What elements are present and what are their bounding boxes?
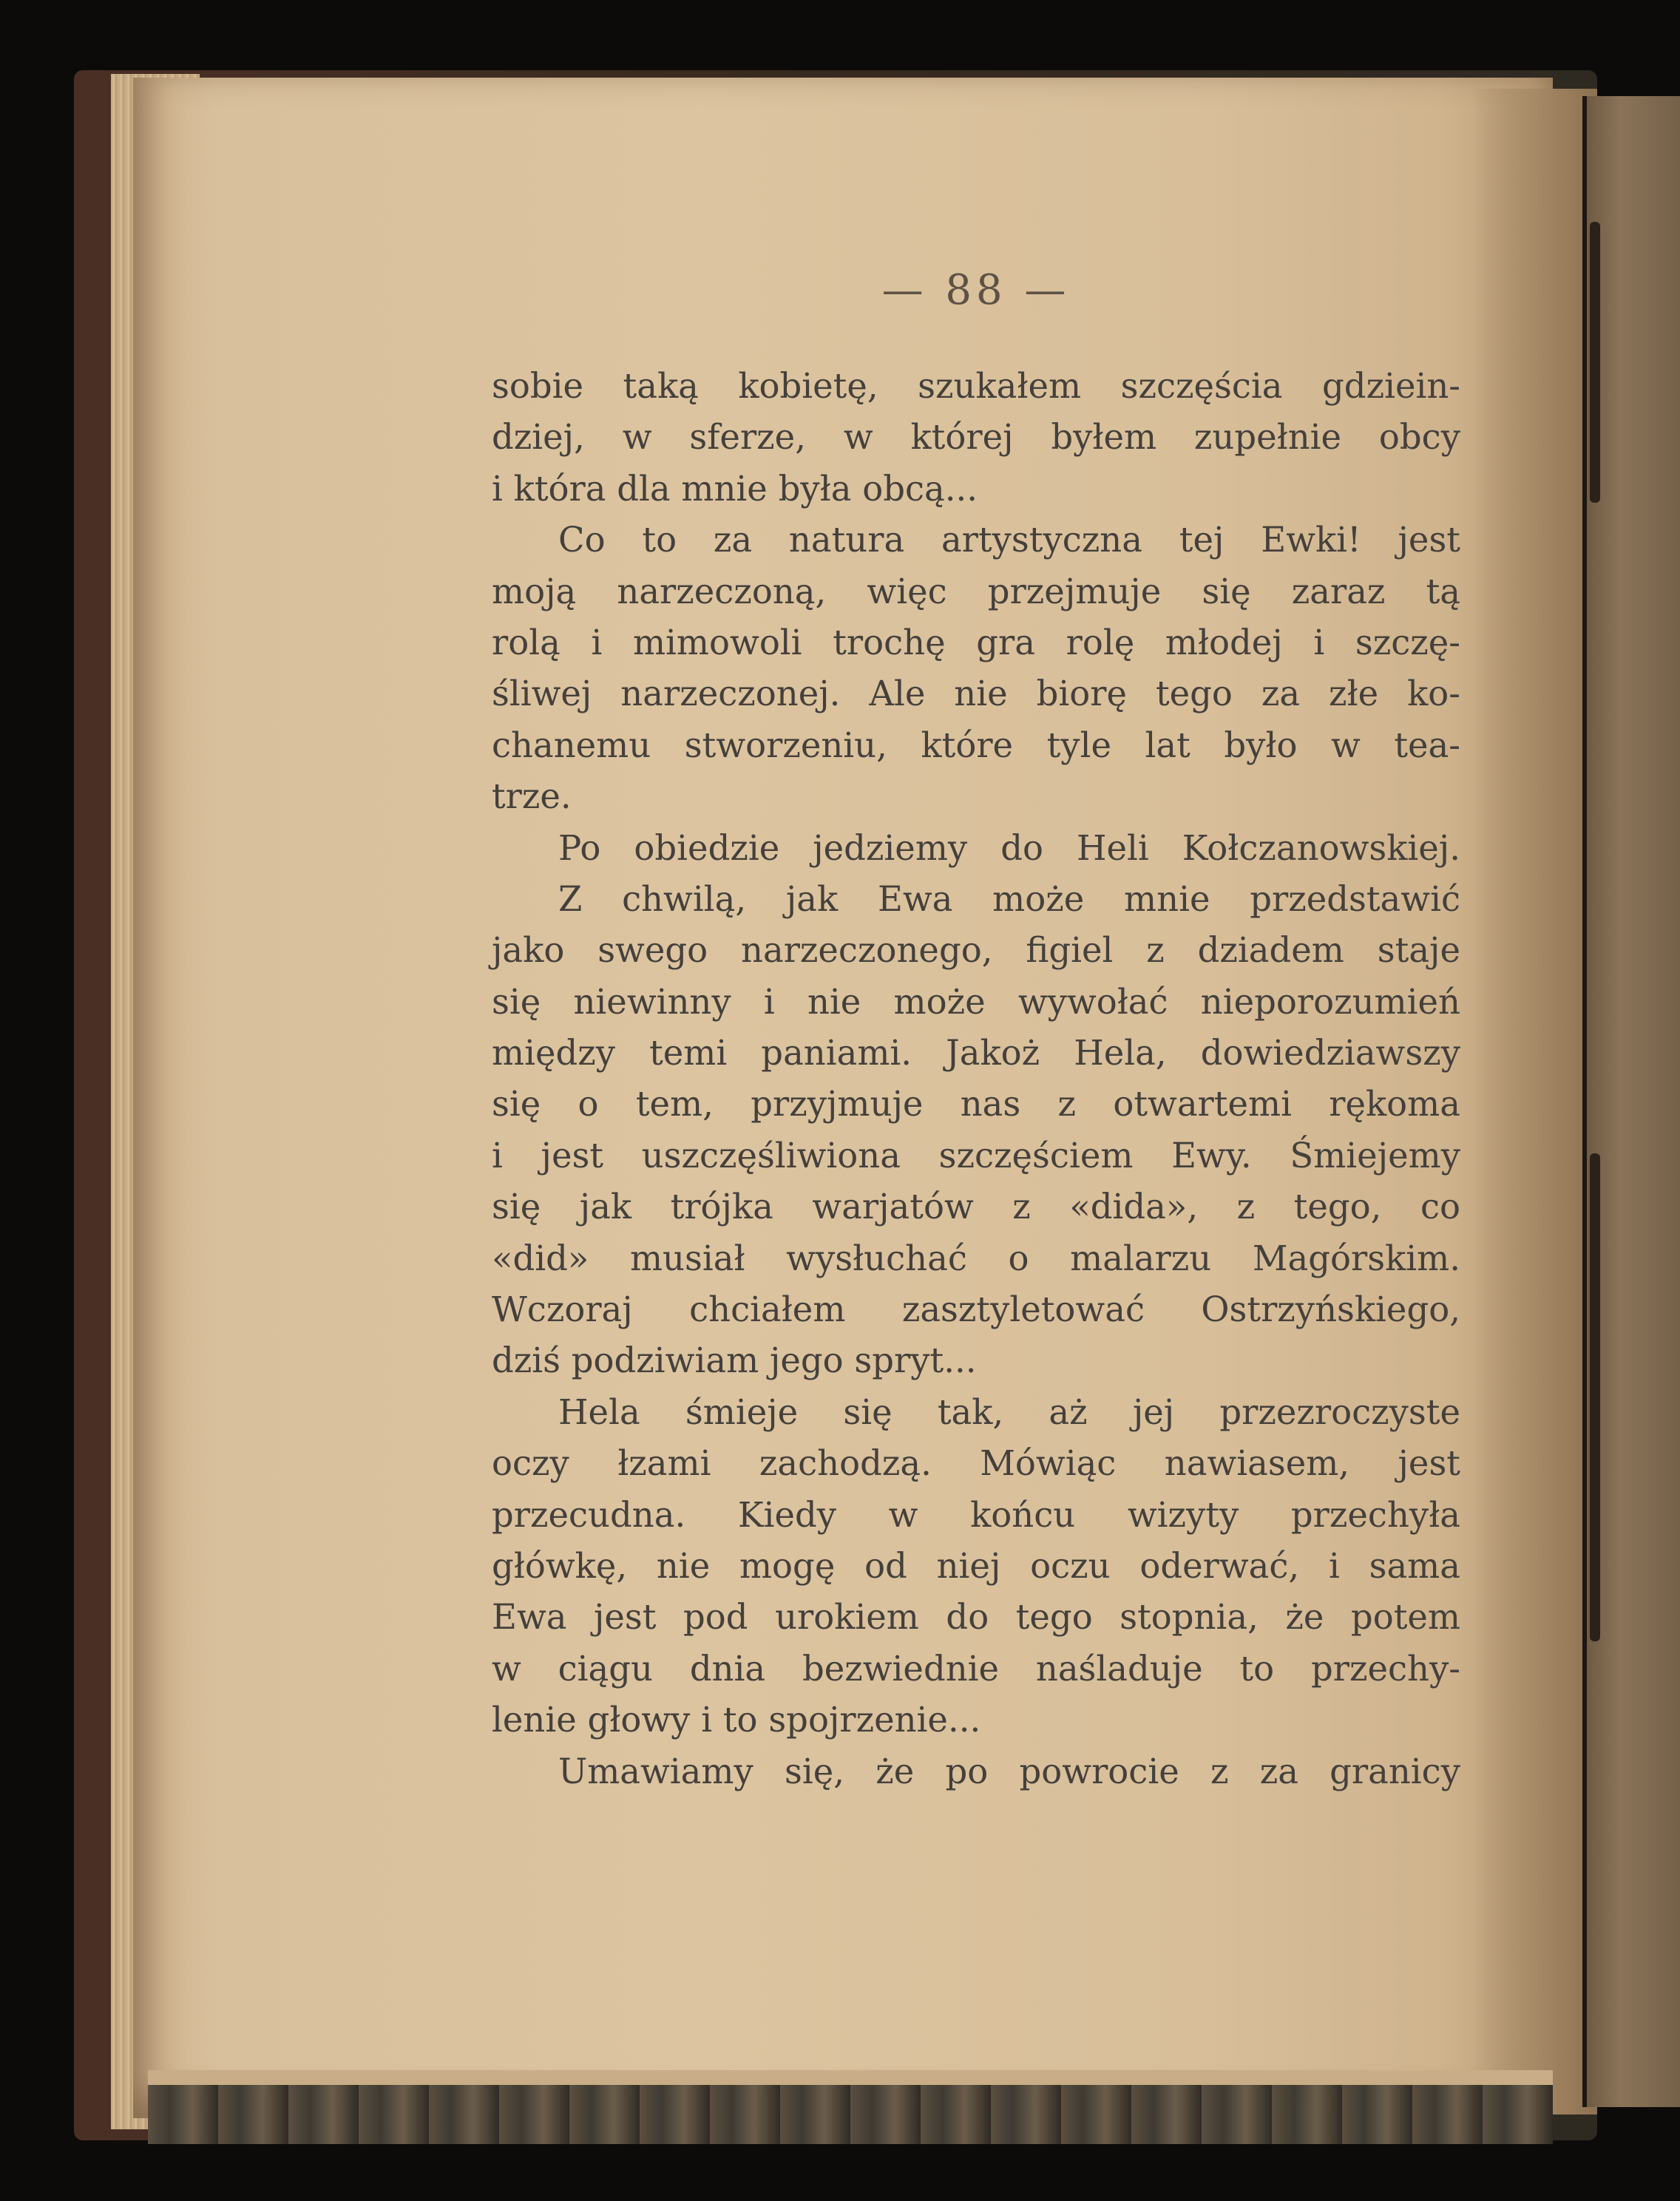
text-line: dziś podziwiam jego spryt... xyxy=(492,1340,977,1381)
text-line: sobie taką kobietę, szukałem szczęścia gdziein- xyxy=(492,366,1460,406)
text-line: lenie głowy i to spojrzenie... xyxy=(492,1700,981,1740)
text-line: Umawiamy się, że po powrocie z za granicy xyxy=(558,1751,1460,1791)
page-gutter xyxy=(1471,89,1597,2114)
text-line: Wczoraj chciałem zasztyletować Ostrzyńskiego, xyxy=(492,1289,1460,1330)
text-line: główkę, nie mogę od niej oczu oderwać, i sama xyxy=(492,1545,1460,1586)
text-line: Po obiedzie jedziemy do Heli Kołczanowskiej. xyxy=(558,827,1460,868)
text-line: jako swego narzeczonego, figiel z dziadem staje xyxy=(492,930,1460,971)
text-line: śliwej narzeczonej. Ale nie biorę tego za złe ko- xyxy=(492,674,1460,714)
text-line: między temi paniami. Jakoż Hela, dowiedziawszy xyxy=(492,1033,1460,1074)
text-line: się niewinny i nie może wywołać nieporozumień xyxy=(492,981,1460,1022)
text-line: moją narzeczoną, więc przejmuje się zaraz tą xyxy=(492,571,1460,611)
text-line: Co to za natura artystyczna tej Ewki! jest xyxy=(558,520,1460,560)
text-line: Hela śmieje się tak, aż jej przezroczyste xyxy=(558,1391,1460,1432)
text-line: i jest uszczęśliwiona szczęściem Ewy. Śmiejemy xyxy=(492,1135,1460,1176)
text-line: w ciągu dnia bezwiednie naśladuje to przechy- xyxy=(492,1648,1460,1689)
text-line: oczy łzami zachodzą. Mówiąc nawiasem, jest xyxy=(492,1443,1460,1484)
text-line: się jak trójka warjatów z «dida», z tego, co xyxy=(492,1187,1460,1227)
binding-thread xyxy=(1590,222,1600,503)
text-line: się o tem, przyjmuje nas z otwartemi rękoma xyxy=(492,1084,1460,1125)
page-number: — 88 — xyxy=(881,266,1071,314)
book-bottom-cover xyxy=(148,2085,1553,2144)
text-line: chanemu stworzeniu, które tyle lat było w tea- xyxy=(492,725,1460,765)
text-line: dziej, w sferze, w której byłem zupełnie obcy xyxy=(492,417,1460,458)
binding-thread xyxy=(1590,1153,1600,1641)
text-line: «did» musiał wysłuchać o malarzu Magórskim. xyxy=(492,1238,1460,1278)
text-line: trze. xyxy=(492,776,572,817)
text-line: rolą i mimowoli trochę gra rolę młodej i szczę- xyxy=(492,622,1460,662)
text-line: i która dla mnie była obcą... xyxy=(492,468,978,509)
text-line: przecudna. Kiedy w końcu wizyty przechyła xyxy=(492,1494,1460,1535)
text-line: Ewa jest pod urokiem do tego stopnia, że potem xyxy=(492,1597,1460,1638)
text-line: Z chwilą, jak Ewa może mnie przedstawić xyxy=(558,878,1460,919)
body-text xyxy=(492,361,1460,1797)
